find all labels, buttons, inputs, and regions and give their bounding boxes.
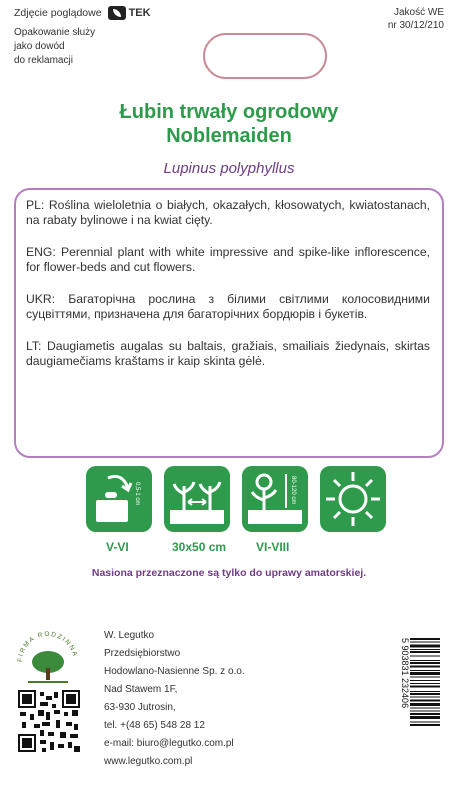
barcode-bar (410, 670, 440, 671)
icon-labels (86, 540, 386, 560)
barcode-bar (410, 677, 440, 678)
notice-line: jako dowód (14, 41, 65, 52)
product-title (0, 100, 458, 148)
spacing-label: 30x50 cm (172, 540, 227, 554)
spacing-icon (164, 466, 230, 532)
barcode-bar (410, 713, 440, 715)
barcode-bar (410, 700, 440, 702)
address-line: Przedsiębiorstwo (104, 648, 181, 659)
leaf-icon (108, 6, 126, 20)
notice-line: Opakowanie służy (14, 27, 96, 38)
description-lt: LT: Daugiametis augalas su baltais, gražiais, smailiais žiedynais, skirtas daugiamečiams kraštams ir kaip skinta gėlė. (26, 339, 430, 368)
barcode-bar (410, 693, 440, 695)
title-line: Łubin trwały ogrodowy (119, 101, 339, 123)
barcode-bar (410, 696, 440, 697)
quality-mark (388, 6, 444, 32)
description-eng: ENG: Perennial plant with white impressive and spike-like inflorescence, for flower-beds and cut flowers. (26, 245, 430, 274)
barcode-bar (410, 660, 440, 661)
sowing-icon (86, 466, 152, 532)
barcode-bar (410, 662, 440, 664)
address-line: Hodowlano-Nasienne Sp. z o.o. (104, 666, 245, 677)
barcode-bar (410, 649, 440, 650)
barcode-bar (410, 707, 440, 708)
qr-code[interactable] (16, 688, 82, 754)
barcode-bar (410, 645, 440, 648)
barcode-bar (410, 672, 440, 675)
barcode-bar (410, 683, 440, 684)
header-left (14, 6, 151, 68)
sun-icon (320, 466, 386, 532)
tek-logo (108, 6, 151, 20)
description-pl: PL: Roślina wieloletnia o białych, okazałych, kłosowatych, kwiatostanach, na rabaty bylinowe i na kwiat cięty. (26, 198, 430, 227)
complaint-notice (14, 26, 151, 68)
barcode-number: 5 903831 232406 (400, 638, 410, 709)
barcode-bar (410, 641, 440, 642)
quality-line: nr 30/12/210 (387, 20, 444, 31)
barcode-bar (410, 680, 440, 681)
hang-hole (203, 33, 327, 79)
barcode-bar (410, 703, 440, 706)
barcode-bar (410, 651, 440, 653)
barcode-bar (410, 638, 440, 640)
legutko-logo (16, 628, 80, 688)
cultivation-icons (86, 466, 386, 532)
logo-text: FIRMA RODZINNA (16, 630, 79, 663)
amateur-note: Nasiona przeznaczone są tylko do uprawy amatorskiej. (91, 567, 367, 579)
company-address (104, 627, 245, 771)
barcode-bar (410, 724, 440, 726)
address-line: Nad Stawem 1F, (104, 684, 178, 695)
company-name: W. Legutko (104, 630, 155, 641)
photo-notice: Zdjęcie poglądowe (14, 7, 102, 19)
notice-line: do reklamacji (14, 55, 73, 66)
barcode (396, 636, 440, 758)
sowing-time-label: V-VI (106, 540, 129, 554)
flowering-icon (242, 466, 308, 532)
quality-line: Jakość WE (393, 7, 444, 18)
address-line: 63-930 Jutrosin, (104, 702, 176, 713)
barcode-bar (410, 716, 440, 719)
barcode-bar (410, 666, 440, 668)
title-line: Noblemaiden (166, 125, 292, 147)
tek-label: TEK (128, 7, 151, 19)
barcode-bar (410, 685, 440, 687)
depth-text: 0,5-1 cm (134, 482, 140, 506)
barcode-bar (410, 722, 440, 723)
description-box (14, 188, 444, 458)
phone-line: tel. +(48 65) 548 28 12 (104, 720, 205, 731)
barcode-bar (410, 656, 440, 657)
latin-name: Lupinus polyphyllus (163, 160, 295, 177)
barcode-bar (410, 711, 440, 712)
description-ukr: UKR: Багаторічна рослина з білими світлими колосовидними суцвіттями, призначена для багаторічних бордюрів і букетів. (26, 292, 430, 321)
email-line[interactable]: e-mail: biuro@legutko.com.pl (104, 738, 234, 749)
website-link[interactable]: www.legutko.com.pl (104, 756, 193, 767)
flowering-time-label: VI-VIII (256, 540, 290, 554)
barcode-bar (410, 691, 440, 692)
height-text: 80-120 cm (290, 476, 296, 505)
